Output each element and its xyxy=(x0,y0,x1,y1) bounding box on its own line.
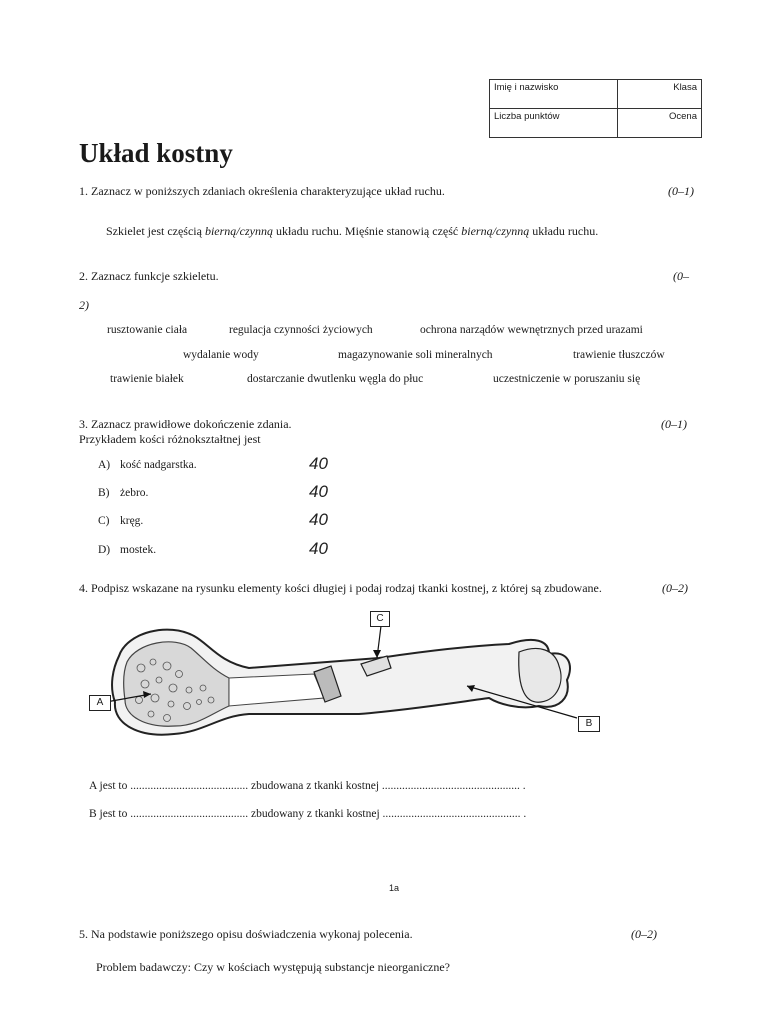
answer-option-b[interactable] xyxy=(98,487,148,499)
function-option[interactable]: ochrona narządów wewnętrznych przed urazami xyxy=(420,324,643,336)
handwritten-score: 40 xyxy=(309,454,328,473)
name-label: Imię i nazwisko xyxy=(494,82,559,93)
class-label: Klasa xyxy=(673,82,697,93)
name-field[interactable] xyxy=(490,80,618,109)
points-field[interactable] xyxy=(490,109,618,138)
arrow-c-head xyxy=(373,650,381,658)
question-2-points: (0– xyxy=(673,269,689,283)
page-title: Układ kostny xyxy=(79,138,233,168)
function-option[interactable]: trawienie tłuszczów xyxy=(573,349,665,361)
question-1-text: 1. Zaznacz w poniższych zdaniach określenia charakteryzujące układ ruchu. xyxy=(79,184,445,198)
grade-label: Ocena xyxy=(669,111,697,122)
option-letter: B) xyxy=(98,487,110,499)
handwritten-score: 40 xyxy=(309,510,328,529)
question-3-points: (0–1) xyxy=(661,417,687,431)
long-bone-figure xyxy=(79,606,609,740)
question-2-text: 2. Zaznacz funkcje szkieletu. xyxy=(79,269,219,283)
points-label: Liczba punktów xyxy=(494,111,560,122)
function-option[interactable]: trawienie białek xyxy=(110,373,184,385)
question-3-text: 3. Zaznacz prawidłowe dokończenie zdania. xyxy=(79,417,292,431)
question-1-points: (0–1) xyxy=(668,184,694,198)
option-text: kość nadgarstka. xyxy=(120,459,197,471)
handwritten-score: 40 xyxy=(309,482,328,501)
student-info-table xyxy=(489,79,702,138)
function-option[interactable]: magazynowanie soli mineralnych xyxy=(338,349,493,361)
figure-label-c: C xyxy=(370,611,390,627)
sentence-part: układu ruchu. Mięśnie stanowią część xyxy=(272,224,462,238)
function-option[interactable]: dostarczanie dwutlenku węgla do płuc xyxy=(247,373,424,385)
question-4-text: 4. Podpisz wskazane na rysunku elementy kości długiej i podaj rodzaj tkanki kostnej, z której są zbudowane. xyxy=(79,581,602,595)
choice-passive-active-1[interactable]: bierną/czynną xyxy=(204,224,273,238)
option-text: kręg. xyxy=(120,515,144,527)
question-1-sentence xyxy=(106,224,598,239)
function-option[interactable]: rusztowanie ciała xyxy=(107,324,188,336)
option-text: mostek. xyxy=(120,544,157,556)
function-option[interactable]: uczestniczenie w poruszaniu się xyxy=(493,373,641,385)
handwritten-score: 40 xyxy=(309,539,328,558)
grade-field[interactable] xyxy=(618,109,702,138)
question-3-subtext: Przykładem kości różnokształtnej jest xyxy=(79,432,261,446)
option-letter: A) xyxy=(98,459,111,471)
question-4-points: (0–2) xyxy=(662,581,688,595)
option-letter: D) xyxy=(98,544,111,556)
class-field[interactable] xyxy=(618,80,702,109)
function-option[interactable]: wydalanie wody xyxy=(183,349,259,361)
sentence-part: Szkielet jest częścią xyxy=(106,224,205,238)
page-number: 1a xyxy=(389,883,400,893)
question-2-points-cont: 2) xyxy=(79,298,89,312)
option-text: żebro. xyxy=(120,487,149,499)
question-5-points: (0–2) xyxy=(631,927,657,941)
answer-option-c[interactable] xyxy=(98,515,143,527)
research-problem: Problem badawczy: Czy w kościach występują substancje nieorganiczne? xyxy=(96,960,450,974)
choice-passive-active-2[interactable]: bierną/czynną xyxy=(461,224,530,238)
right-epiphysis xyxy=(519,648,561,702)
sentence-part: układu ruchu. xyxy=(529,224,599,238)
figure-label-b: B xyxy=(578,716,600,732)
function-option[interactable]: regulacja czynności życiowych xyxy=(229,324,373,336)
figure-label-a: A xyxy=(89,695,111,711)
answer-option-d[interactable] xyxy=(98,544,156,556)
answer-line-b[interactable]: B jest to ......................................... zbudowany z tkanki kostnej ................................................ . xyxy=(89,808,527,820)
question-5-text: 5. Na podstawie poniższego opisu doświadczenia wykonaj polecenia. xyxy=(79,927,413,941)
option-letter: C) xyxy=(98,515,110,527)
answer-option-a[interactable] xyxy=(98,459,197,471)
answer-line-a[interactable]: A jest to ......................................... zbudowana z tkanki kostnej ................................................ . xyxy=(89,780,526,792)
